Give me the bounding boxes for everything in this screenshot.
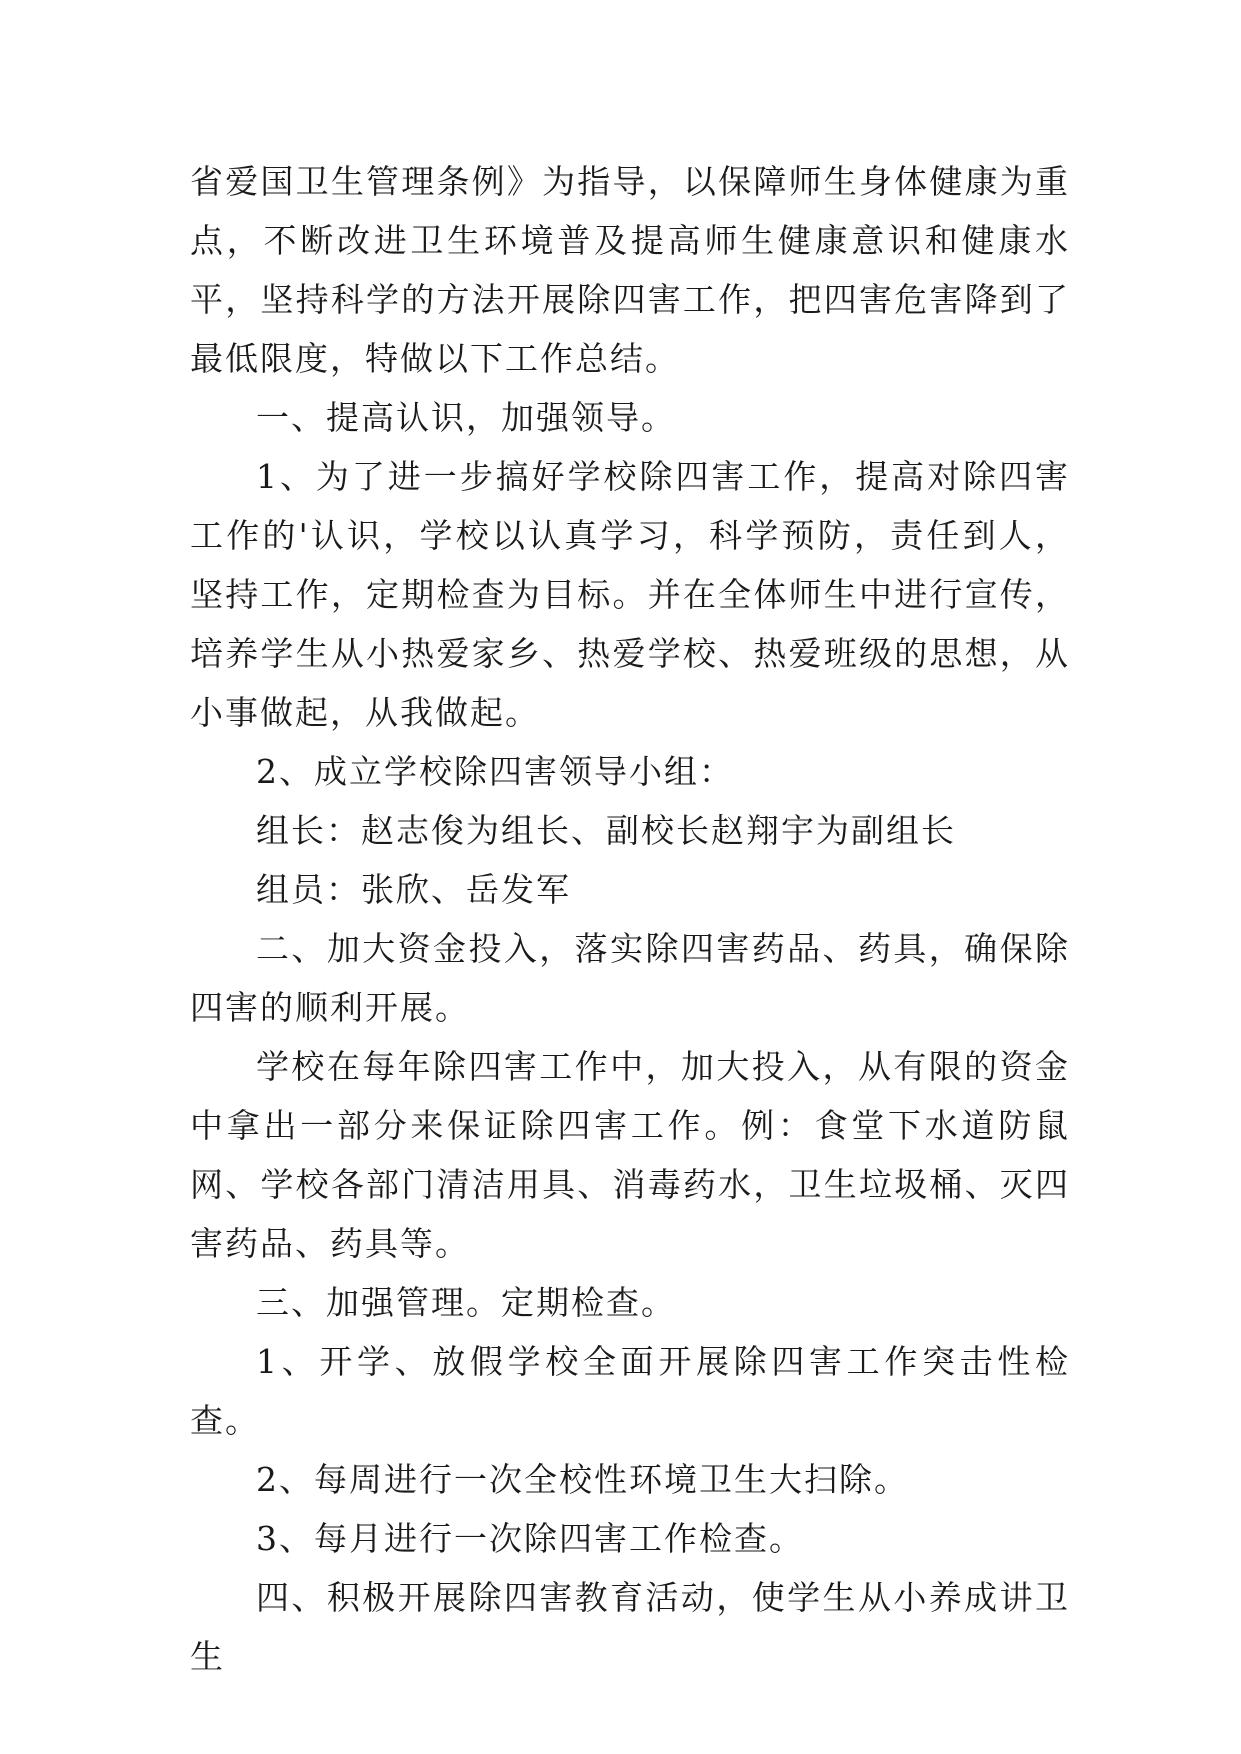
section-heading-2: 二、加大资金投入，落实除四害药品、药具，确保除四害的顺利开展。 — [190, 929, 1070, 1027]
section-heading-1: 一、提高认识，加强领导。 — [256, 398, 676, 437]
paragraph-intro: 省爱国卫生管理条例》为指导，以保障师生身体健康为重点，不断改进卫生环境普及提高师生健康意识和健康水平，坚持科学的方法开展除四害工作，把四害危害降到了最低限度，特做以下工作总结。 — [190, 162, 1070, 378]
paragraph-funding: 学校在每年除四害工作中，加大投入，从有限的资金中拿出一部分来保证除四害工作。例：食堂下水道防鼠网、学校各部门清洁用具、消毒药水，卫生垃圾桶、灭四害药品、药具等。 — [190, 1047, 1070, 1263]
document-body — [190, 152, 1070, 1686]
paragraph-group-members: 组员：张欣、岳发军 — [256, 870, 571, 909]
paragraph-item-3-1: 1、开学、放假学校全面开展除四害工作突击性检查。 — [190, 1342, 1070, 1440]
section-heading-3: 三、加强管理。定期检查。 — [256, 1283, 676, 1322]
paragraph-item-1-1: 1、为了进一步搞好学校除四害工作，提高对除四害工作的'认识，学校以认真学习，科学预防，责任到人，坚持工作，定期检查为目标。并在全体师生中进行宣传，培养学生从小热爱家乡、热爱学校、热爱班级的思想，从小事做起，从我做起。 — [190, 457, 1070, 732]
paragraph-group-leader: 组长：赵志俊为组长、副校长赵翔宇为副组长 — [256, 811, 956, 850]
paragraph-item-3-3: 3、每月进行一次除四害工作检查。 — [256, 1519, 804, 1558]
paragraph-item-1-2: 2、成立学校除四害领导小组： — [256, 752, 734, 791]
paragraph-item-3-2: 2、每周进行一次全校性环境卫生大扫除。 — [256, 1460, 909, 1499]
section-heading-4: 四、积极开展除四害教育活动，使学生从小养成讲卫生 — [190, 1578, 1070, 1676]
